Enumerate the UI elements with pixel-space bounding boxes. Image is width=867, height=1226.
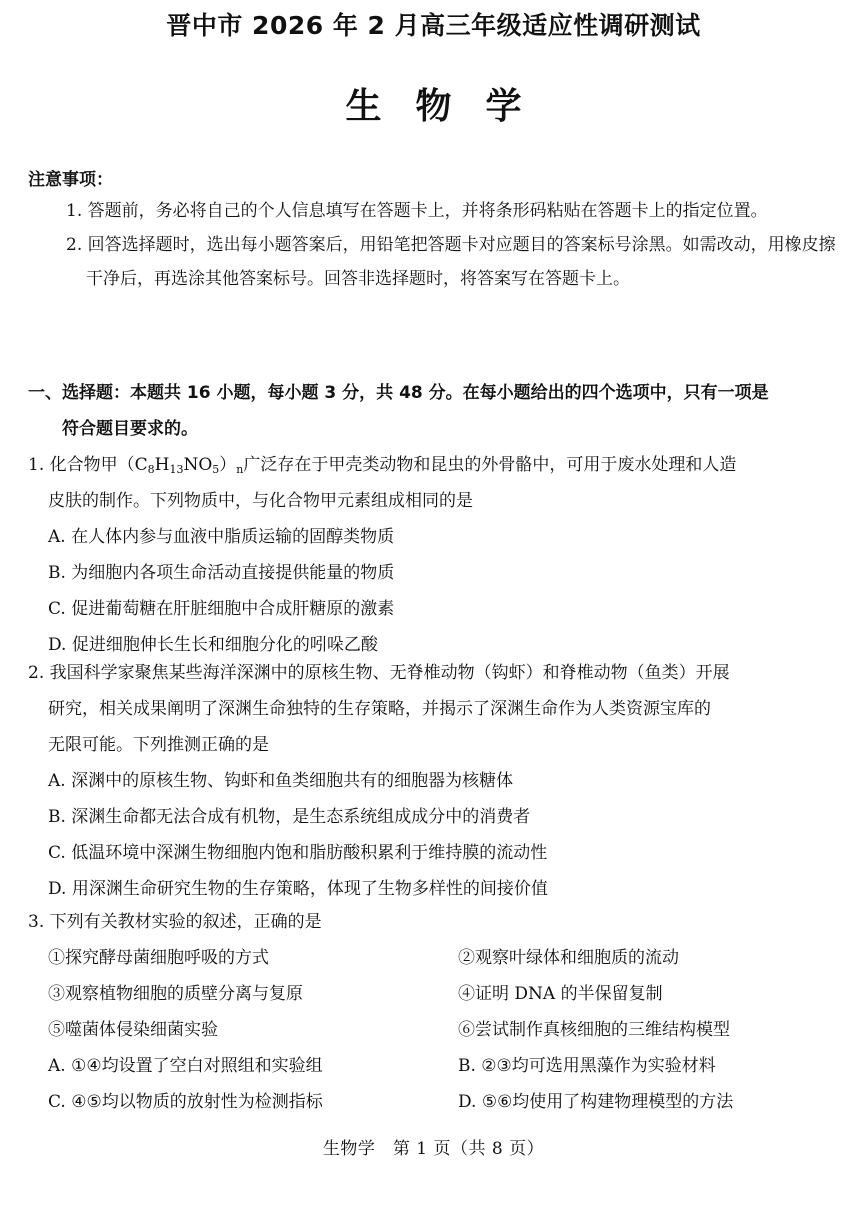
subject-title: 生物学 [345, 86, 556, 127]
question-2 [28, 655, 846, 907]
experiment-item: ④证明 DNA 的半保留复制 [458, 984, 663, 1004]
option-b: B. 为细胞内各项生命活动直接提供能量的物质 [48, 563, 395, 583]
option-grid [28, 1048, 846, 1120]
question-1 [28, 447, 846, 663]
experiment-item: ⑤噬菌体侵染细菌实验 [48, 1020, 218, 1040]
stem-text: 无限可能。下列推测正确的是 [48, 735, 269, 755]
notice-item: 2. 回答选择题时，选出每小题答案后，用铅笔把答题卡对应题目的答案标号涂黑。如需改动，用橡皮擦干净后，再选涂其他答案标号。回答非选择题时，将答案写在答题卡上。 [66, 235, 836, 289]
stem-prefix: 1. 化合物甲（ [28, 455, 135, 475]
option-c: C. 促进葡萄糖在肝脏细胞中合成肝糖原的激素 [48, 599, 395, 619]
question-stem: 3. 下列有关教材实验的叙述，正确的是 [28, 912, 322, 932]
section-heading-line: 一、选择题：本题共 16 小题，每小题 3 分，共 48 分。在每小题给出的四个选项中，只有一项是 [28, 383, 769, 403]
stem-text: 广泛存在于甲壳类动物和昆虫的外骨骼中，可用于废水处理和人造 [243, 455, 737, 475]
section-heading-line: 符合题目要求的。 [62, 419, 198, 439]
notice-heading: 注意事项： [28, 170, 113, 190]
question-stem [28, 447, 846, 519]
option-a: A. ①④均设置了空白对照组和实验组 [48, 1056, 323, 1076]
option-b: B. 深渊生命都无法合成有机物，是生态系统组成成分中的消费者 [48, 807, 531, 827]
option-a: A. 在人体内参与血液中脂质运输的固醇类物质 [48, 527, 395, 547]
formula: $C_8H_{13}NO_5)_n$ [134, 455, 244, 476]
experiment-item: ①探究酵母菌细胞呼吸的方式 [48, 948, 269, 968]
question-stem [28, 655, 846, 763]
notice-item: 1. 答题前，务必将自己的个人信息填写在答题卡上，并将条形码粘贴在答题卡上的指定位置。 [66, 201, 768, 221]
option-d: D. ⑤⑥均使用了构建物理模型的方法 [458, 1092, 734, 1112]
stem-text: 研究，相关成果阐明了深渊生命独特的生存策略，并揭示了深渊生命作为人类资源宝库的 [48, 699, 711, 719]
option-a: A. 深渊中的原核生物、钩虾和鱼类细胞共有的细胞器为核糖体 [48, 771, 514, 791]
option-d: D. 促进细胞伸长生长和细胞分化的吲哚乙酸 [48, 635, 378, 655]
question-3 [28, 904, 846, 1120]
option-c: C. 低温环境中深渊生物细胞内饱和脂肪酸积累利于维持膜的流动性 [48, 843, 548, 863]
experiment-item: ②观察叶绿体和细胞质的流动 [458, 948, 679, 968]
experiment-item: ⑥尝试制作真核细胞的三维结构模型 [458, 1020, 730, 1040]
page-footer: 生物学 第 1 页（共 8 页） [322, 1139, 545, 1159]
option-c: C. ④⑤均以物质的放射性为检测指标 [48, 1092, 323, 1112]
stem-text: 2. 我国科学家聚焦某些海洋深渊中的原核生物、无脊椎动物（钩虾）和脊椎动物（鱼类）开展 [28, 663, 730, 683]
option-b: B. ②③均可选用黑藻作为实验材料 [458, 1056, 716, 1076]
experiment-list [28, 940, 846, 1048]
stem-text: 皮肤的制作。下列物质中，与化合物甲元素组成相同的是 [48, 491, 473, 511]
experiment-item: ③观察植物细胞的质壁分离与复原 [48, 984, 303, 1004]
option-d: D. 用深渊生命研究生物的生存策略，体现了生物多样性的间接价值 [48, 879, 548, 899]
notice-list [66, 194, 844, 296]
section-heading [28, 375, 846, 447]
exam-title: 晋中市 2026 年 2 月高三年级适应性调研测试 [166, 11, 701, 40]
